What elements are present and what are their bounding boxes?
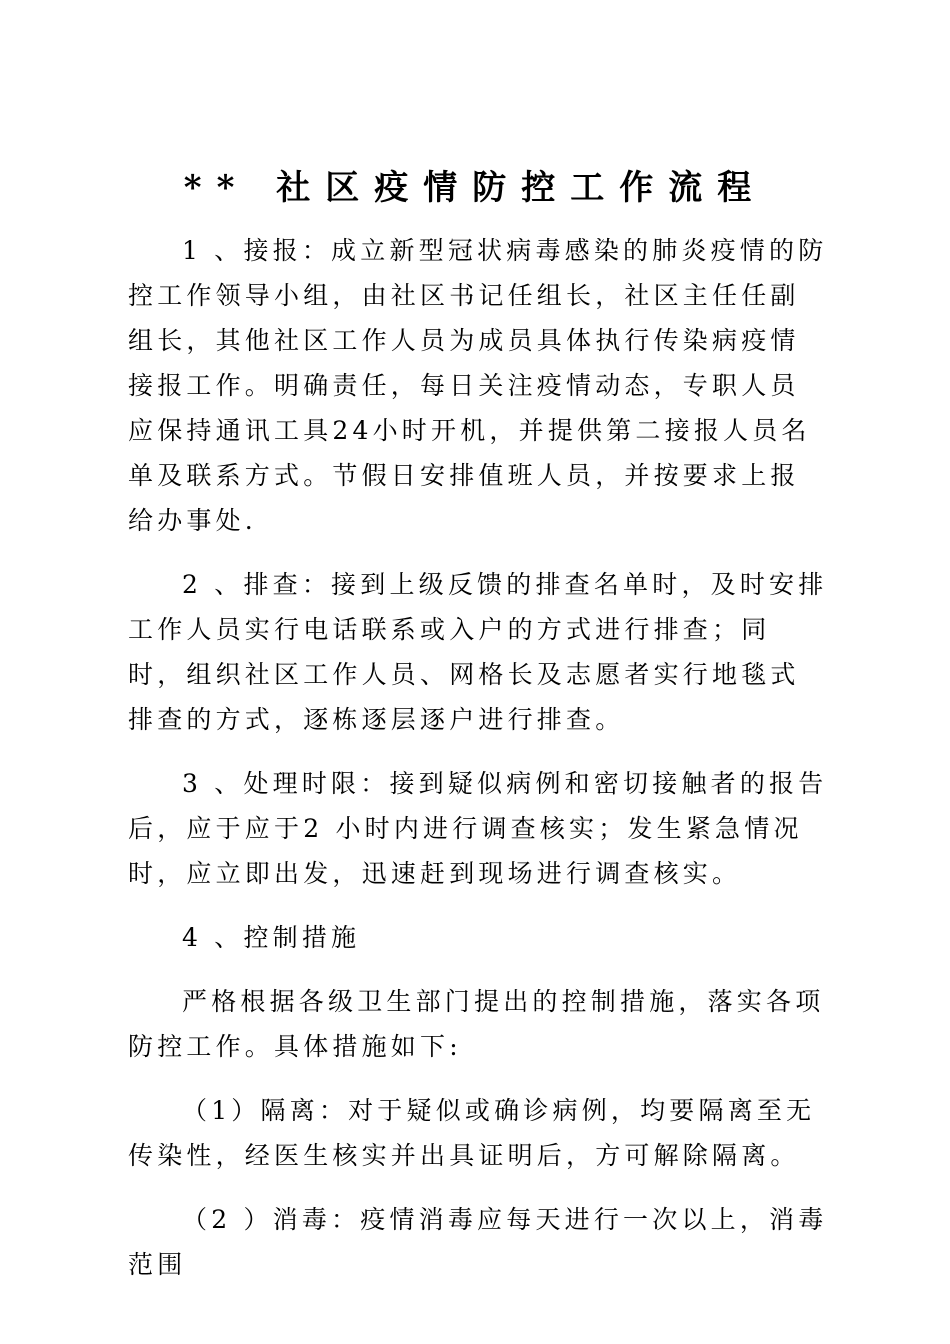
paragraph-time-limit: 3 、处理时限：接到疑似病例和密切接触者的报告后，应于应于2 小时内进行调查核实；发生紧急情况时，应立即出发，迅速赶到现场进行调查核实。 <box>128 769 828 888</box>
paragraph-disinfection: （2 ）消毒：疫情消毒应每天进行一次以上，消毒范围 <box>128 1205 828 1279</box>
paragraph-control-intro: 严格根据各级卫生部门提出的控制措施，落实各项防控工作。具体措施如下: <box>128 987 825 1061</box>
paragraph-control-heading: 4 、控制措施 <box>182 923 361 952</box>
paragraph-isolation: （1）隔离：对于疑似或确诊病例，均要隔离至无传染性，经医生核实并出具证明后，方可解除隔离。 <box>128 1096 816 1170</box>
document-body <box>128 228 828 1306</box>
page-title: ** 社区疫情防控工作流程 <box>183 168 767 208</box>
paragraph-reporting: 1 、接报：成立新型冠状病毒感染的肺炎疫情的防控工作领导小组，由社区书记任组长，社区主任任副组长，其他社区工作人员为成员具体执行传染病疫情接报工作。明确责任，每日关注疫情动态，专职人员应保持通讯工具24小时开机，并提供第二接报人员名单及联系方式。节假日安排值班人员，并按要求上报给办事处. <box>128 236 828 535</box>
paragraph-screening: 2 、排查：接到上级反馈的排查名单时，及时安排工作人员实行电话联系或入户的方式进行排查；同时，组织社区工作人员、网格长及志愿者实行地毯式排查的方式，逐栋逐层逐户进行排查。 <box>128 570 828 734</box>
